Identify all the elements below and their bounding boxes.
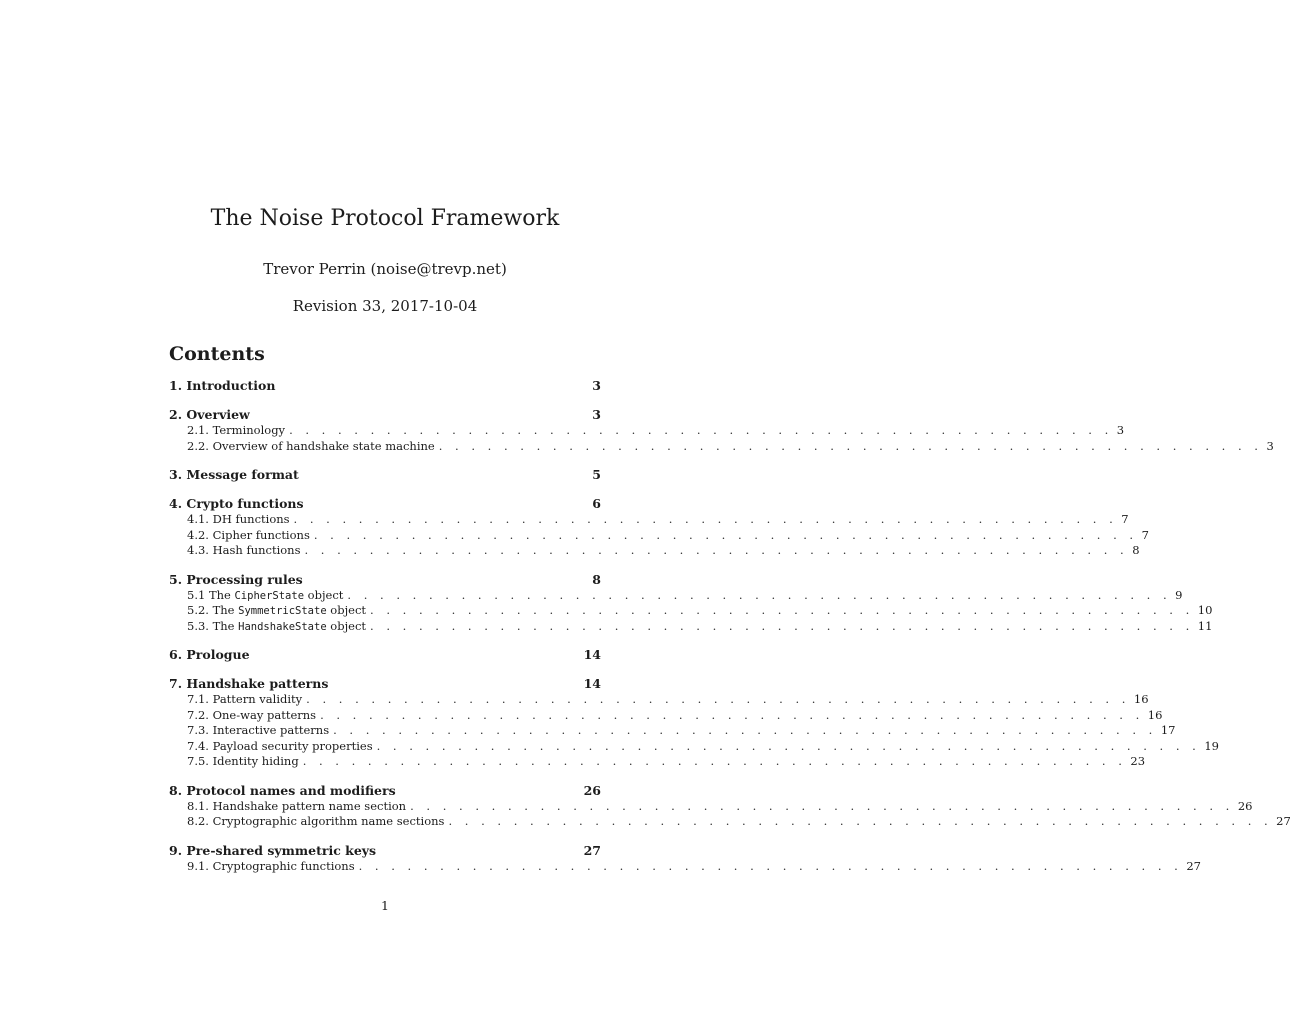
toc-section-label: 3. Message format [169, 467, 299, 482]
toc-subsection-page: 16 [1147, 707, 1163, 722]
toc-subsection-page: 7 [1141, 527, 1149, 542]
toc-section-label: 1. Introduction [169, 378, 276, 393]
toc-subsection-text: 2.1. Terminology [187, 423, 286, 437]
toc-subsection-entry[interactable] [169, 527, 1149, 544]
toc-section-page: 3 [592, 407, 601, 422]
toc-subsection-text: object [326, 618, 367, 633]
toc-leader-dots: . . . . . . . . . . . . . . . . . . . . . . . . . . . . . . . . . . . . . . . . . . . . . . . . . . . [304, 543, 1129, 557]
toc-subsection-text: 7.5. Identity hiding [187, 754, 299, 768]
toc-subsection-entry[interactable] [169, 587, 1183, 604]
toc-section-entry[interactable] [169, 467, 601, 483]
toc-subsection-page: 3 [1266, 438, 1274, 453]
toc-subsection-page: 16 [1133, 692, 1149, 706]
toc-subsection-entry[interactable] [169, 707, 1163, 724]
table-of-contents [169, 378, 1291, 887]
toc-subsection-text: 9.1. Cryptographic functions [187, 858, 355, 873]
toc-subsection-entry[interactable] [169, 543, 1140, 559]
toc-subsection-page: 10 [1197, 603, 1213, 617]
toc-subsection-text: object [304, 587, 344, 602]
toc-section-page: 14 [583, 647, 601, 662]
toc-leader-dots: . . . . . . . . . . . . . . . . . . . . . . . . . . . . . . . . . . . . . . . . . . . . . . . . . . . [448, 814, 1273, 828]
toc-leader-dots: . . . . . . . . . . . . . . . . . . . . . . . . . . . . . . . . . . . . . . . . . . . . . . . . . . . [313, 527, 1138, 542]
toc-section [169, 571, 1213, 635]
toc-subsection-page: 27 [1276, 814, 1291, 828]
page-number: 1 [381, 898, 389, 913]
toc-leader-dots: . . . . . . . . . . . . . . . . . . . . . . . . . . . . . . . . . . . . . . . . . . . . . . . . . . . [306, 692, 1130, 706]
document-revision: Revision 33, 2017-10-04 [292, 297, 478, 315]
toc-section [169, 647, 601, 663]
toc-subsection-page: 27 [1186, 858, 1201, 873]
toc-subsection-label [187, 543, 301, 559]
toc-subsection-text: 7.2. One-way patterns [187, 707, 317, 722]
toc-subsection-page: 26 [1237, 798, 1253, 813]
toc-subsection-text: 7.4. Payload security properties [187, 738, 373, 753]
document-title: The Noise Protocol Framework [210, 206, 560, 231]
toc-subsection-text: 2.2. Overview of handshake state machine [187, 438, 435, 453]
toc-section-page: 6 [592, 496, 601, 511]
toc-subsection-label [187, 512, 290, 528]
toc-leader-dots: . . . . . . . . . . . . . . . . . . . . . . . . . . . . . . . . . . . . . . . . . . . . . . . . . . . [370, 603, 1194, 617]
toc-section-page: 3 [592, 378, 601, 393]
toc-subsection-text: 7.1. Pattern validity [187, 692, 303, 706]
toc-section [169, 467, 601, 483]
toc-leader-dots: . . . . . . . . . . . . . . . . . . . . . . . . . . . . . . . . . . . . . . . . . . . . . . . . . . . [438, 438, 1263, 453]
toc-subsection-text: 4.2. Cipher functions [187, 527, 310, 542]
toc-subsection-text: object [326, 603, 367, 617]
toc-subsection-entry[interactable] [169, 723, 1176, 739]
toc-subsection-label [187, 619, 366, 636]
toc-leader-dots: . . . . . . . . . . . . . . . . . . . . . . . . . . . . . . . . . . . . . . . . . . . . . . . . . . . [333, 723, 1157, 737]
toc-subsection-label [187, 423, 285, 439]
toc-section-page: 5 [592, 467, 601, 482]
toc-leader-dots: . . . . . . . . . . . . . . . . . . . . . . . . . . . . . . . . . . . . . . . . . . . . . . . . . . . [410, 798, 1234, 813]
toc-section [169, 496, 1149, 559]
toc-subsection-entry[interactable] [169, 738, 1219, 755]
toc-subsection-entry[interactable] [169, 798, 1253, 815]
toc-leader-dots: . . . . . . . . . . . . . . . . . . . . . . . . . . . . . . . . . . . . . . . . . . . . . . . . . . . [320, 707, 1144, 722]
toc-leader-dots: . . . . . . . . . . . . . . . . . . . . . . . . . . . . . . . . . . . . . . . . . . . . . . . . . . . [370, 618, 1194, 633]
toc-subsection-text: 8.1. Handshake pattern name section [187, 798, 407, 813]
toc-section-page: 27 [583, 842, 601, 858]
toc-subsection-code: SymmetricState [238, 605, 327, 617]
toc-subsection-label [187, 528, 310, 544]
toc-subsection-label [187, 739, 373, 755]
toc-subsection-page: 9 [1175, 587, 1183, 602]
toc-subsection-code: HandshakeState [238, 620, 327, 633]
toc-subsection-label [187, 754, 299, 770]
toc-subsection-entry[interactable] [169, 692, 1149, 708]
toc-section-entry[interactable] [169, 843, 601, 859]
toc-section-entry[interactable] [169, 572, 601, 588]
toc-section [169, 782, 1291, 830]
toc-subsection-page: 3 [1116, 423, 1125, 437]
toc-subsection-entry[interactable] [169, 858, 1201, 875]
toc-section-label: 9. Pre-shared symmetric keys [169, 842, 377, 858]
toc-section [169, 407, 1274, 454]
toc-subsection-text: 5.2. The [187, 603, 239, 617]
toc-subsection-entry[interactable] [169, 512, 1129, 528]
toc-section-entry[interactable] [169, 647, 601, 663]
toc-subsection-page: 8 [1132, 543, 1140, 557]
toc-subsection-entry[interactable] [169, 423, 1125, 439]
toc-subsection-entry[interactable] [169, 754, 1146, 770]
toc-leader-dots: . . . . . . . . . . . . . . . . . . . . . . . . . . . . . . . . . . . . . . . . . . . . . . . . . . . [289, 423, 1113, 437]
toc-section [169, 842, 1201, 875]
toc-leader-dots: . . . . . . . . . . . . . . . . . . . . . . . . . . . . . . . . . . . . . . . . . . . . . . . . . . . [347, 587, 1172, 602]
toc-subsection-label [187, 708, 316, 724]
toc-subsection-entry[interactable] [169, 603, 1213, 619]
toc-leader-dots: . . . . . . . . . . . . . . . . . . . . . . . . . . . . . . . . . . . . . . . . . . . . . . . . . . . [293, 512, 1118, 526]
toc-subsection-label [187, 799, 406, 815]
toc-section-label: 6. Prologue [169, 647, 250, 662]
toc-subsection-page: 7 [1121, 512, 1129, 526]
toc-section-label: 7. Handshake patterns [169, 676, 329, 691]
contents-heading: Contents [169, 343, 265, 365]
toc-leader-dots: . . . . . . . . . . . . . . . . . . . . . . . . . . . . . . . . . . . . . . . . . . . . . . . . . . . [302, 754, 1127, 768]
toc-section-entry[interactable] [169, 783, 601, 799]
toc-section [169, 676, 1219, 770]
toc-section-entry[interactable] [169, 676, 601, 692]
toc-section-label: 8. Protocol names and modifiers [169, 782, 396, 798]
toc-section-page: 14 [583, 676, 601, 691]
toc-subsection-label [187, 814, 444, 830]
toc-subsection-page: 11 [1197, 618, 1213, 633]
toc-subsection-entry[interactable] [169, 618, 1213, 635]
toc-subsection-label [187, 439, 435, 455]
toc-subsection-label [187, 603, 366, 620]
toc-section-page: 8 [592, 571, 601, 587]
toc-subsection-page: 17 [1160, 723, 1176, 737]
toc-subsection-text: 4.3. Hash functions [187, 543, 301, 557]
toc-subsection-label [187, 723, 329, 739]
toc-section [169, 378, 601, 394]
document-author: Trevor Perrin (noise@trevp.net) [263, 260, 507, 278]
toc-subsection-page: 23 [1130, 754, 1146, 768]
toc-leader-dots: . . . . . . . . . . . . . . . . . . . . . . . . . . . . . . . . . . . . . . . . . . . . . . . . . . . [376, 738, 1201, 753]
toc-subsection-label [187, 588, 343, 605]
toc-section-entry[interactable] [169, 407, 601, 423]
toc-subsection-text: 5.1 The [187, 587, 235, 602]
toc-subsection-entry[interactable] [169, 438, 1274, 455]
toc-subsection-entry[interactable] [169, 814, 1291, 830]
toc-section-label: 2. Overview [169, 407, 250, 422]
toc-section-entry[interactable] [169, 496, 601, 512]
toc-section-label: 4. Crypto functions [169, 496, 304, 511]
toc-subsection-text: 4.1. DH functions [187, 512, 290, 526]
toc-section-page: 26 [583, 782, 601, 798]
toc-section-label: 5. Processing rules [169, 571, 303, 587]
toc-subsection-code: CipherState [234, 589, 305, 602]
toc-leader-dots: . . . . . . . . . . . . . . . . . . . . . . . . . . . . . . . . . . . . . . . . . . . . . . . . . . . [358, 858, 1183, 873]
toc-subsection-label [187, 859, 355, 875]
toc-subsection-text: 5.3. The [187, 618, 239, 633]
toc-subsection-page: 19 [1204, 738, 1219, 753]
toc-subsection-text: 7.3. Interactive patterns [187, 723, 330, 737]
toc-subsection-text: 8.2. Cryptographic algorithm name sections [187, 814, 445, 828]
toc-section-entry[interactable] [169, 378, 601, 394]
toc-subsection-label [187, 692, 302, 708]
